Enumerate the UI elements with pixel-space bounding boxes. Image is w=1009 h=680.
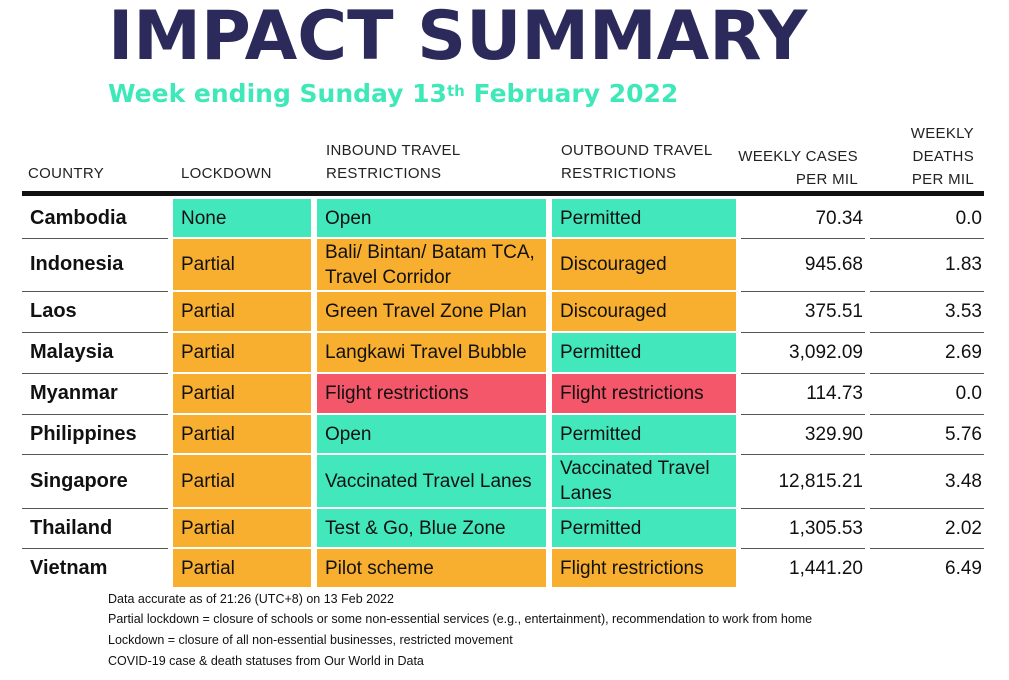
- lockdown-value: Partial: [181, 517, 235, 539]
- outbound-value: Discouraged: [560, 301, 667, 322]
- cell-inbound: [317, 292, 546, 331]
- deaths-value: 5.76: [945, 423, 982, 445]
- header-country: COUNTRY: [28, 165, 104, 182]
- cell-outbound: [552, 415, 736, 453]
- cell-cases: [741, 455, 865, 507]
- lockdown-value: Partial: [181, 470, 235, 492]
- lockdown-value: Partial: [181, 557, 235, 579]
- inbound-value: Pilot scheme: [325, 557, 434, 579]
- cell-lockdown: [173, 199, 311, 237]
- cell-cases: [741, 374, 865, 413]
- cell-lockdown: [173, 333, 311, 372]
- inbound-value: Green Travel Zone Plan: [325, 301, 527, 322]
- cell-country: [22, 455, 168, 507]
- subtitle-suffix: February 2022: [464, 79, 679, 108]
- deaths-value: 0.0: [955, 383, 982, 404]
- header-lockdown: LOCKDOWN: [181, 165, 272, 182]
- header-outbound: [561, 139, 712, 185]
- cell-country: [22, 239, 168, 290]
- inbound-value: Langkawi Travel Bubble: [325, 342, 527, 363]
- cell-outbound: [552, 509, 736, 547]
- deaths-value: 3.48: [945, 470, 982, 492]
- header-divider: [22, 191, 984, 196]
- header-deaths-line-2: DEATHS: [912, 148, 974, 165]
- deaths-value: 2.02: [945, 517, 982, 539]
- subtitle-prefix: Week ending Sunday 13: [108, 79, 447, 108]
- cell-deaths: [870, 374, 984, 413]
- cell-deaths: [870, 455, 984, 507]
- country-value: Indonesia: [30, 253, 124, 275]
- cases-value: 12,815.21: [778, 470, 863, 492]
- cell-inbound: [317, 199, 546, 237]
- cell-inbound: [317, 239, 546, 290]
- outbound-value: Permitted: [560, 423, 642, 445]
- cell-inbound: [317, 333, 546, 372]
- cell-country: [22, 292, 168, 331]
- lockdown-value: Partial: [181, 342, 235, 363]
- deaths-value: 3.53: [945, 301, 982, 322]
- deaths-value: 2.69: [945, 342, 982, 363]
- cell-outbound: [552, 292, 736, 331]
- cell-outbound: [552, 374, 736, 413]
- inbound-value: Vaccinated Travel Lanes: [325, 470, 532, 492]
- cases-value: 945.68: [804, 254, 863, 275]
- inbound-value: Bali/ Bintan/ Batam TCA, Travel Corridor: [325, 241, 535, 288]
- header-deaths-line-3: PER MIL: [911, 171, 974, 188]
- cell-cases: [741, 333, 865, 372]
- lockdown-value: Partial: [181, 301, 235, 322]
- header-cases: [700, 145, 858, 191]
- cell-lockdown: [173, 239, 311, 290]
- header-inbound: [326, 139, 461, 185]
- cell-deaths: [870, 292, 984, 331]
- inbound-value: Test & Go, Blue Zone: [325, 517, 506, 539]
- page-subtitle: [108, 76, 678, 112]
- outbound-value: Discouraged: [560, 254, 667, 275]
- cell-outbound: [552, 333, 736, 372]
- cell-deaths: [870, 333, 984, 372]
- country-value: Cambodia: [30, 206, 127, 229]
- cell-country: [22, 199, 168, 237]
- lockdown-value: None: [181, 207, 227, 229]
- cell-country: [22, 333, 168, 372]
- outbound-value: Flight restrictions: [560, 557, 704, 579]
- cases-value: 1,441.20: [789, 557, 863, 579]
- country-value: Myanmar: [30, 382, 118, 404]
- footnote: Data accurate as of 21:26 (UTC+8) on 13 Feb 2022: [108, 592, 394, 606]
- cell-cases: [741, 199, 865, 237]
- cases-value: 329.90: [804, 423, 863, 445]
- footnote: Partial lockdown = closure of schools or some non-essential services (e.g., entertainment), recommendation to work from home: [108, 612, 813, 626]
- country-value: Laos: [30, 300, 77, 322]
- inbound-value: Flight restrictions: [325, 383, 469, 404]
- cases-value: 70.34: [815, 207, 863, 229]
- header-cases-line-1: WEEKLY CASES: [738, 148, 858, 165]
- cell-lockdown: [173, 549, 311, 587]
- outbound-value: Vaccinated Travel Lanes: [560, 458, 710, 504]
- country-value: Malaysia: [30, 341, 114, 363]
- cell-cases: [741, 509, 865, 547]
- header-deaths-line-1: WEEKLY: [910, 125, 974, 142]
- cell-country: [22, 374, 168, 413]
- inbound-value: Open: [325, 423, 372, 445]
- country-value: Singapore: [30, 469, 128, 492]
- cell-deaths: [870, 239, 984, 290]
- cell-lockdown: [173, 292, 311, 331]
- header-cases-line-2: PER MIL: [795, 171, 858, 188]
- cell-lockdown: [173, 509, 311, 547]
- cell-cases: [741, 549, 865, 587]
- cell-inbound: [317, 455, 546, 507]
- deaths-value: 1.83: [945, 254, 982, 275]
- cell-cases: [741, 239, 865, 290]
- page-title: IMPACT SUMMARY: [108, 0, 808, 76]
- deaths-value: 0.0: [955, 207, 982, 229]
- outbound-value: Permitted: [560, 517, 642, 539]
- cell-outbound: [552, 455, 736, 507]
- country-value: Thailand: [30, 516, 113, 539]
- cell-inbound: [317, 374, 546, 413]
- cell-outbound: [552, 549, 736, 587]
- deaths-value: 6.49: [945, 557, 982, 579]
- lockdown-value: Partial: [181, 423, 235, 445]
- cell-outbound: [552, 239, 736, 290]
- country-value: Philippines: [30, 422, 137, 445]
- cell-inbound: [317, 509, 546, 547]
- cell-deaths: [870, 549, 984, 587]
- cases-value: 375.51: [804, 301, 863, 322]
- cell-inbound: [317, 549, 546, 587]
- header-inbound-line-2: RESTRICTIONS: [326, 165, 442, 182]
- lockdown-value: Partial: [181, 383, 235, 404]
- header-inbound-line-1: INBOUND TRAVEL: [326, 142, 461, 159]
- footnote: Lockdown = closure of all non-essential businesses, restricted movement: [108, 633, 513, 647]
- cell-deaths: [870, 199, 984, 237]
- cases-value: 1,305.53: [789, 517, 863, 539]
- subtitle-ordinal: th: [446, 82, 465, 100]
- cell-cases: [741, 415, 865, 453]
- header-outbound-line-2: RESTRICTIONS: [561, 165, 677, 182]
- cell-inbound: [317, 415, 546, 453]
- outbound-value: Permitted: [560, 342, 642, 363]
- cell-country: [22, 549, 168, 587]
- lockdown-value: Partial: [181, 254, 235, 275]
- header-deaths: [880, 122, 974, 191]
- cell-cases: [741, 292, 865, 331]
- cell-deaths: [870, 415, 984, 453]
- cell-country: [22, 509, 168, 547]
- cell-lockdown: [173, 374, 311, 413]
- cell-deaths: [870, 509, 984, 547]
- cases-value: 114.73: [806, 383, 863, 404]
- cell-lockdown: [173, 415, 311, 453]
- country-value: Vietnam: [30, 556, 108, 579]
- outbound-value: Permitted: [560, 207, 642, 229]
- cell-lockdown: [173, 455, 311, 507]
- inbound-value: Open: [325, 207, 372, 229]
- cell-country: [22, 415, 168, 453]
- header-outbound-line-1: OUTBOUND TRAVEL: [561, 142, 713, 159]
- cases-value: 3,092.09: [789, 342, 863, 363]
- footnote: COVID-19 case & death statuses from Our World in Data: [108, 654, 424, 668]
- cell-outbound: [552, 199, 736, 237]
- outbound-value: Flight restrictions: [560, 383, 704, 404]
